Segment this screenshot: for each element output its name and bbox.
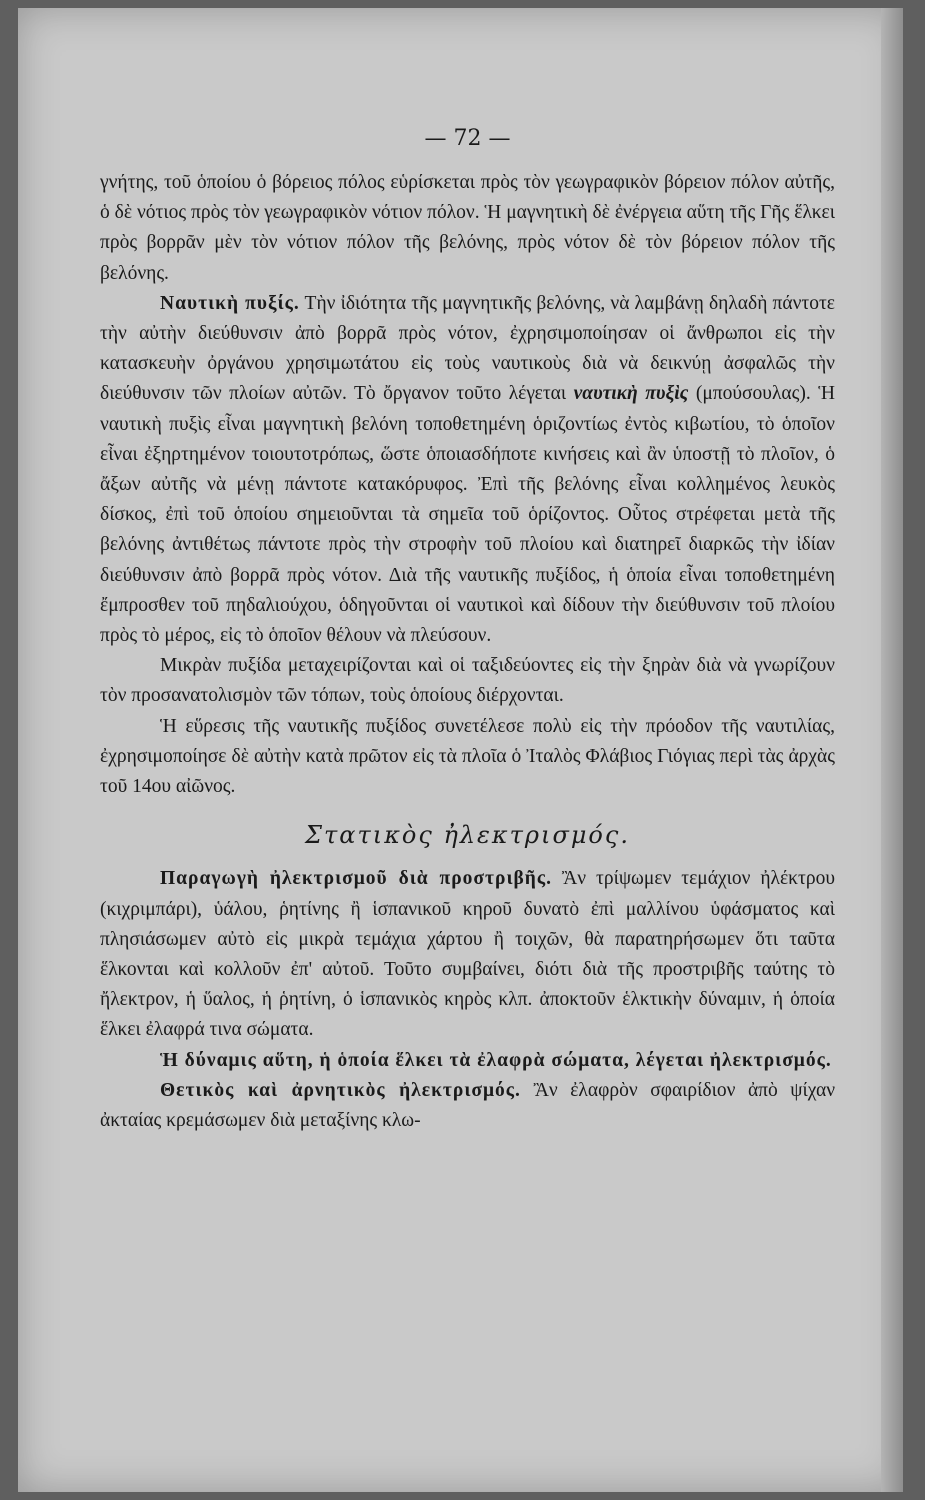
heading-positive-negative: Θετικὸς καὶ ἀρνητικὸς ἠλεκτρισμός. <box>160 1079 521 1101</box>
paragraph-friction <box>100 864 835 1045</box>
paragraph-positive-negative <box>100 1076 835 1136</box>
page-binding-edge <box>881 8 903 1492</box>
paragraph-compass-history: Ἡ εὕρεσις τῆς ναυτικῆς πυξίδος συνετέλεσε πολὺ εἰς τὴν πρόοδον τῆς ναυτιλίας, ἐχρησιμοποίησε δὲ αὐτὴν κατὰ πρῶτον εἰς τὰ πλοῖα ὁ Ἰταλὸς Φλάβιος Γιόγιας περὶ τὰς ἀρχὰς τοῦ 14ου αἰῶνος. <box>100 715 835 798</box>
paragraph-magnetic-poles: γνήτης, τοῦ ὁποίου ὁ βόρειος πόλος εὑρίσκεται πρὸς τὸν γεωγραφικὸν βόρειον πόλον αὐτῆς, ὁ δὲ νότιος πρὸς τὸν γεωγραφικὸν νότιον πόλον. Ἡ μαγνητικὴ δὲ ἐνέργεια αὕτη τῆς Γῆς ἕλκει πρὸς βορρᾶν μὲν τὸν νότιον πόλον τῆς βελόνης, πρὸς νότον δὲ τὸν βόρειον πόλον τῆς βελόνης. <box>100 172 835 284</box>
term-nautical-compass: ναυτικὴ πυξὶς <box>573 383 689 405</box>
body-text <box>100 168 835 1136</box>
heading-nautical-compass: Ναυτικὴ πυξίς. <box>160 292 300 314</box>
paragraph-land-compass: Μικρὰν πυξίδα μεταχειρίζονται καὶ οἱ ταξιδεύοντες εἰς τὴν ξηρὰν διὰ νὰ γνωρίζουν τὸν προσανατολισμὸν τῶν τόπων, τοὺς ὁποίους διέρχονται. <box>100 655 835 707</box>
section-title-static-electricity: Στατικὸς ἠλεκτρισμός. <box>305 821 630 850</box>
positive-negative-text: Ἂν ἐλαφρὸν σφαιρίδιον ἀπὸ ψίχαν ἀκταίας κρεμάσωμεν διὰ μεταξίνης κλω- <box>100 1079 836 1132</box>
compass-text-b: (μπούσουλας). Ἡ ναυτικὴ πυξὶς εἶναι μαγνητικὴ βελόνη τοποθετημένη ὁριζοντίως ἐντὸς κιβωτίου, τὸ ὁποῖον εἶναι ἐξηρτημένον τοιουτοτρόπως, ὥστε ὁποιασδήποτε κινήσεις καὶ ἂν ὑποστῇ τὸ πλοῖον, ὁ ἄξων αὐτῆς νὰ μένῃ πάντοτε κατακόρυφος. Ἐπὶ τῆς βελόνης εἶναι κολλημένος λευκὸς δίσκος, ἐπὶ τοῦ ὁποίου σημειοῦνται τὰ σημεῖα τοῦ ὁρίζοντος. Οὗτος στρέφεται μετὰ τῆς βελόνης ἀντιθέτως πάντοτε πρὸς τὴν στροφὴν τοῦ πλοίου καὶ διατηρεῖ διαρκῶς τὴν ἰδίαν διεύθυνσιν ἀπὸ βορρᾶ πρὸς νότον. Διὰ τῆς ναυτικῆς πυξίδος, ἡ ὁποία εἶναι τοποθετημένη ἔμπροσθεν τοῦ πηδαλιούχου, ὁδηγοῦνται οἱ ναυτικοὶ καὶ δίδουν τὴν διεύθυνσιν τοῦ πλοίου πρὸς τὸ μέρος, εἰς τὸ ὁποῖον θέλουν νὰ πλεύσουν. <box>100 383 835 647</box>
paragraph-compass <box>100 289 835 651</box>
book-page <box>18 8 903 1492</box>
compass-text-a: Τὴν ἰδιότητα τῆς μαγνητικῆς βελόνης, νὰ λαμβάνῃ δηλαδὴ πάντοτε τὴν αὐτὴν διεύθυνσιν ἀπὸ βορρᾶ πρὸς νότον, ἐχρησιμοποίησαν οἱ ἄνθρωποι εἰς τὴν κατασκευὴν ὀργάνου χρησιμωτάτου εἰς τοὺς ναυτικοὺς διὰ νὰ δεικνύῃ ἀσφαλῶς τὴν διεύθυνσιν τῶν πλοίων αὐτῶν. Τὸ ὄργανον τοῦτο λέγεται <box>100 292 835 405</box>
heading-friction-electricity: Παραγωγὴ ἠλεκτρισμοῦ διὰ προστριβῆς. <box>160 868 552 890</box>
paragraph-electricity-definition: Ἡ δύναμις αὕτη, ἡ ὁποία ἕλκει τὰ ἐλαφρὰ σώματα, λέγεται ἠλεκτρισμός. <box>160 1049 832 1071</box>
friction-text: Ἂν τρίψωμεν τεμάχιον ἠλέκτρου (κιχριμπάρι), ὑάλου, ῥητίνης ἢ ἱσπανικοῦ κηροῦ δυνατὸ ἐπὶ μαλλίνου ὑφάσματος καὶ πλησιάσωμεν αὐτὸ εἰς μικρὰ τεμάχια χάρτου ἢ τοιχῶν, θὰ παρατηρήσωμεν ὅτι ταῦτα ἕλκονται καὶ κολλοῦν ἐπ' αὐτοῦ. Τοῦτο συμβαίνει, διότι διὰ τῆς προστριβῆς ταύτης τὸ ἤλεκτρον, ἡ ὕαλος, ἡ ῥητίνη, ὁ ἱσπανικὸς κηρὸς κλπ. ἀποκτοῦν ἑλκτικὴν δύναμιν, ἡ ὁποία ἕλκει ἐλαφρά τινα σώματα. <box>100 868 835 1041</box>
page-number: — 72 — <box>424 126 511 151</box>
